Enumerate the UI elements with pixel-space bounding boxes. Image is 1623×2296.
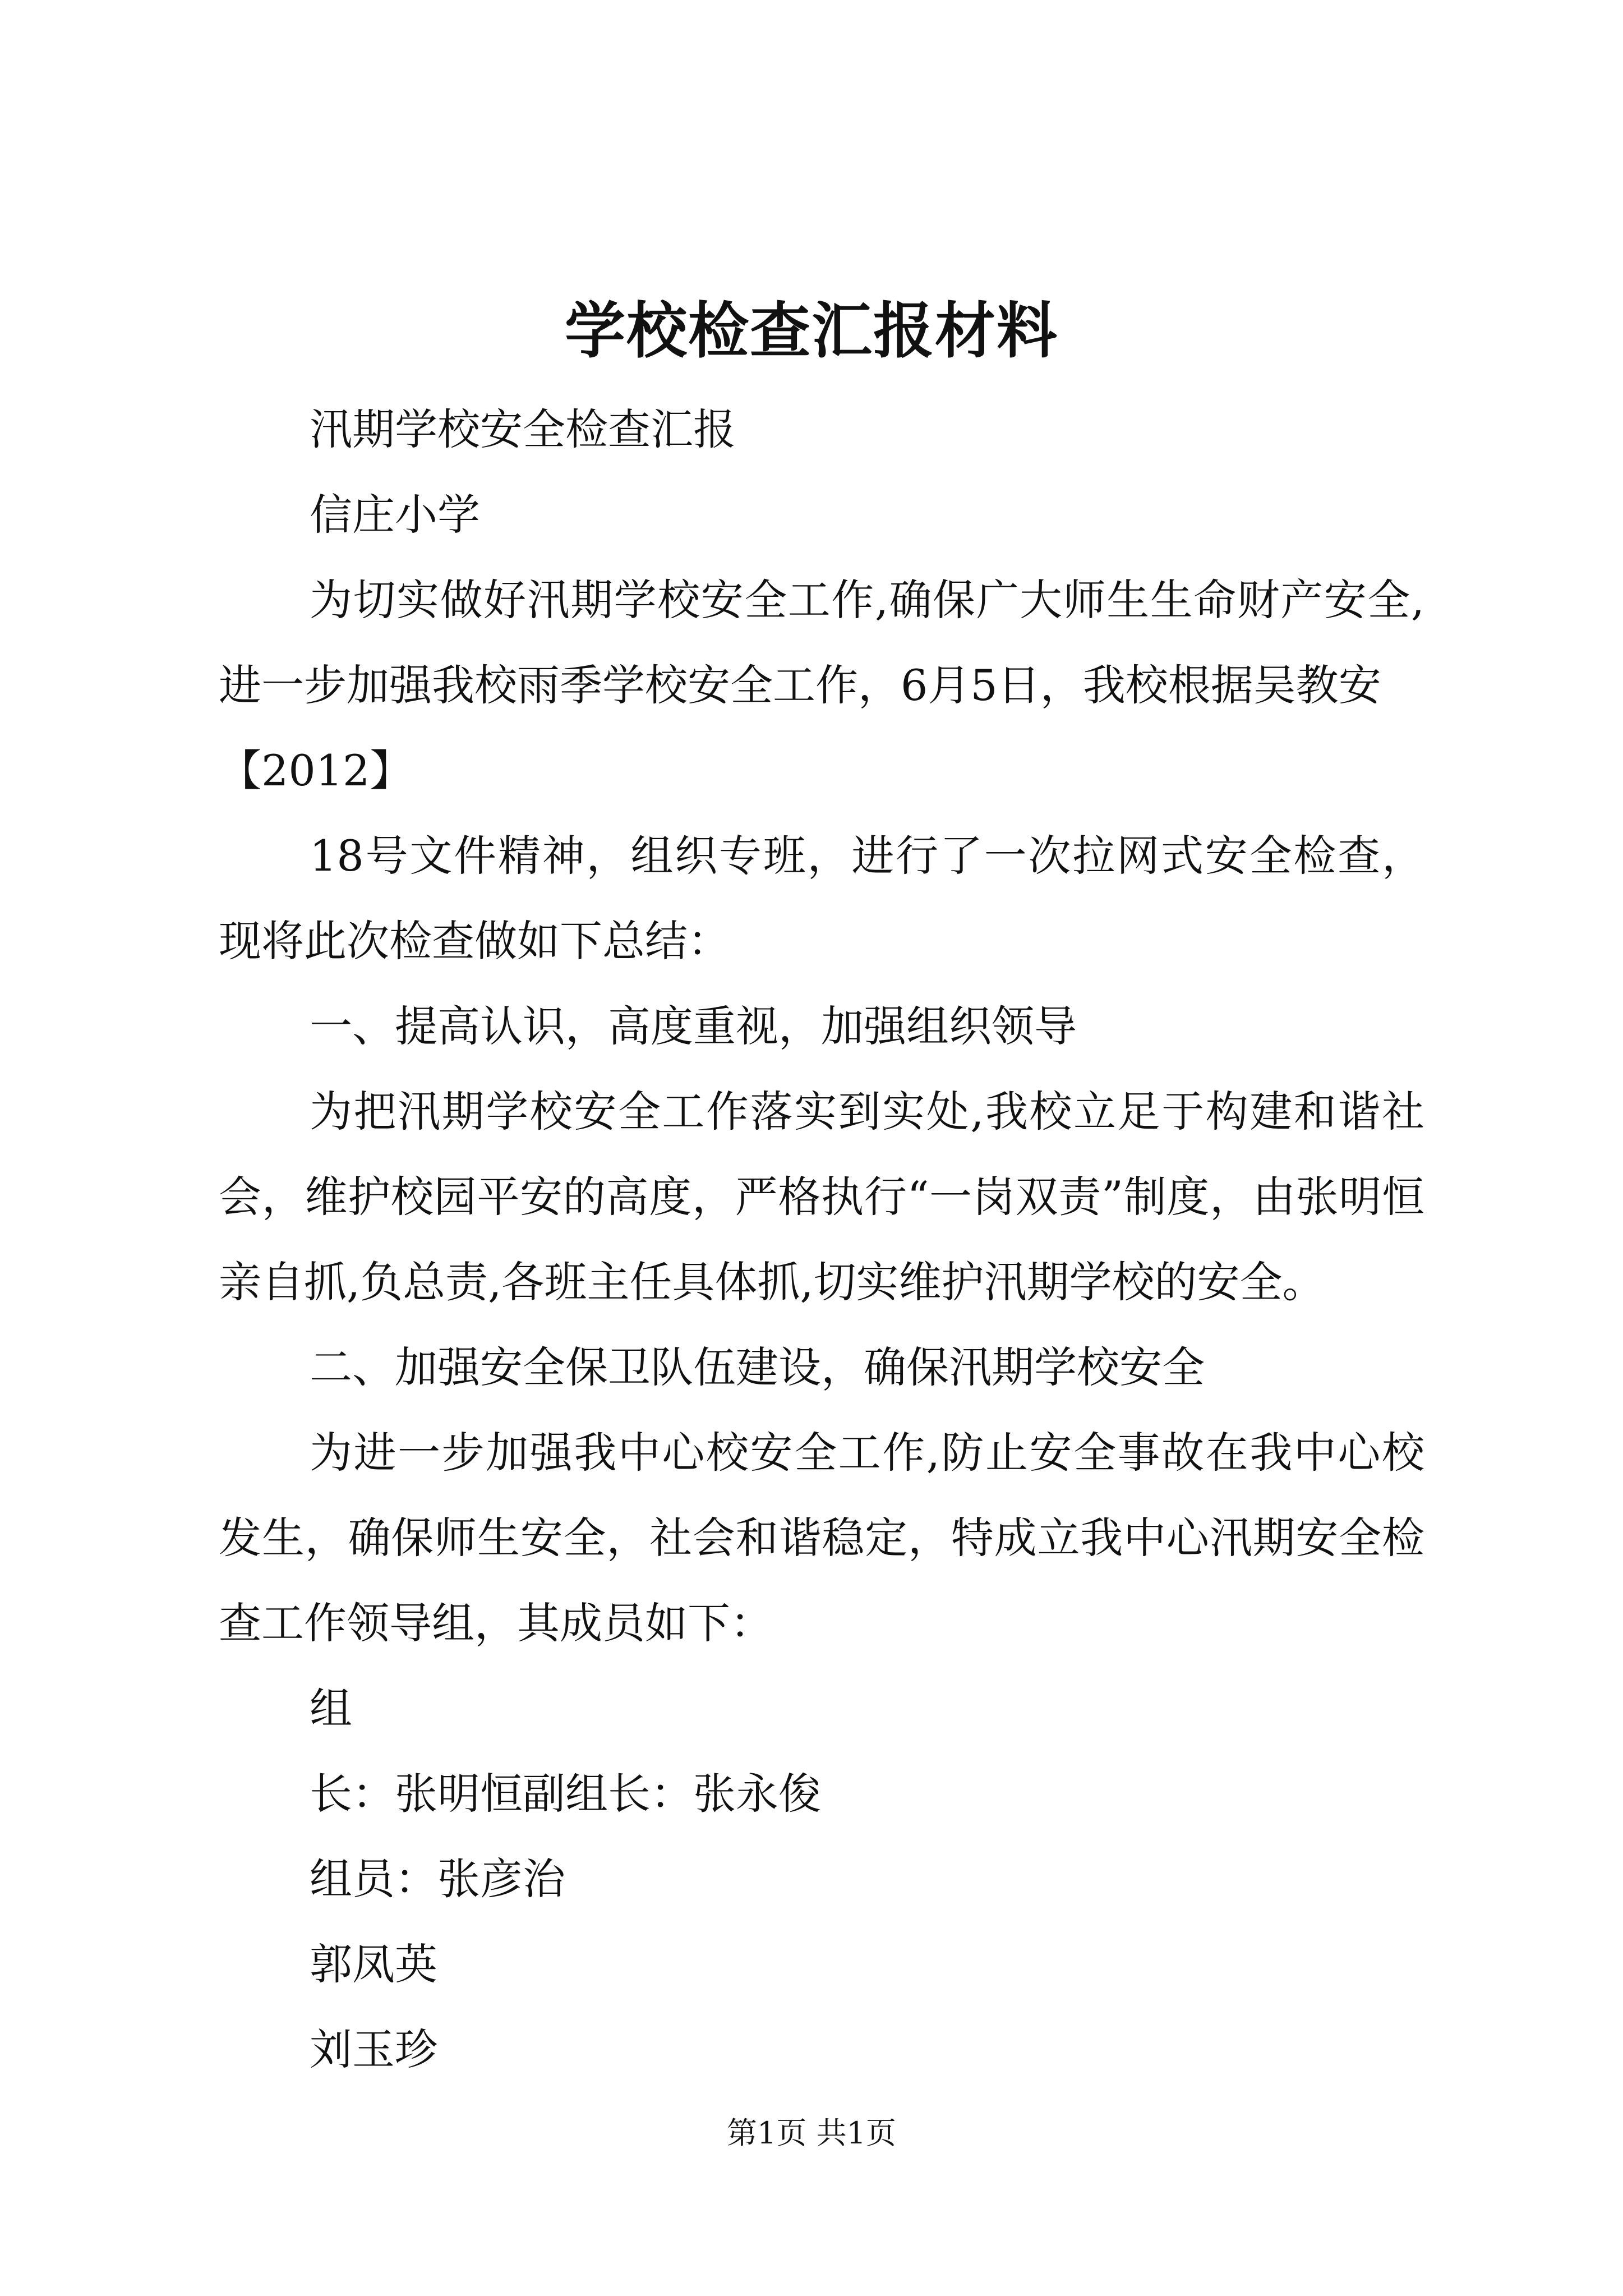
paragraph-group-leaders: 长：张明恒副组长：张永俊 — [310, 1769, 821, 1819]
section-heading-1: 一、提高认识，高度重视，加强组织领导 — [310, 1001, 1077, 1051]
paragraph-intro: 为切实做好汛期学校安全工作,确保广大师生生命财产安全,进一步加强我校雨季学校安全工作，6月5日，我校根据吴教安 — [219, 575, 1424, 710]
paragraph-subtitle: 汛期学校安全检查汇报 — [310, 404, 736, 454]
paragraph-section-1: 为把汛期学校安全工作落实到实处,我校立足于构建和谐社会，维护校园平安的高度，严格执行“一岗双责”制度，由张明恒亲自抓,负总责,各班主任具体抓,切实维护汛期学校的安全。 — [219, 1087, 1424, 1307]
section-heading-2: 二、加强安全保卫队伍建设，确保汛期学校安全 — [310, 1342, 1205, 1392]
paragraph-group-label: 组 — [310, 1683, 352, 1733]
paragraph-document-year: 【2012】 — [219, 746, 413, 795]
paragraph-group-member: 组员：张彦治 — [310, 1854, 565, 1904]
page-footer: 第1页 共1页 — [727, 2115, 896, 2151]
paragraph-school-name: 信庄小学 — [310, 490, 480, 540]
paragraph-section-2: 为进一步加强我中心校安全工作,防止安全事故在我中心校发生，确保师生安全，社会和谐稳定，特成立我中心汛期安全检查工作领导组，其成员如下： — [219, 1428, 1424, 1648]
paragraph-document-number: 18号文件精神，组织专班，进行了一次拉网式安全检查，现将此次检查做如下总结： — [219, 831, 1424, 966]
paragraph-member-name: 郭凤英 — [310, 1939, 437, 1989]
document-body — [219, 387, 1424, 2092]
paragraph-member-name: 刘玉珍 — [310, 2024, 437, 2074]
document-title: 学校检查汇报材料 — [564, 296, 1058, 366]
